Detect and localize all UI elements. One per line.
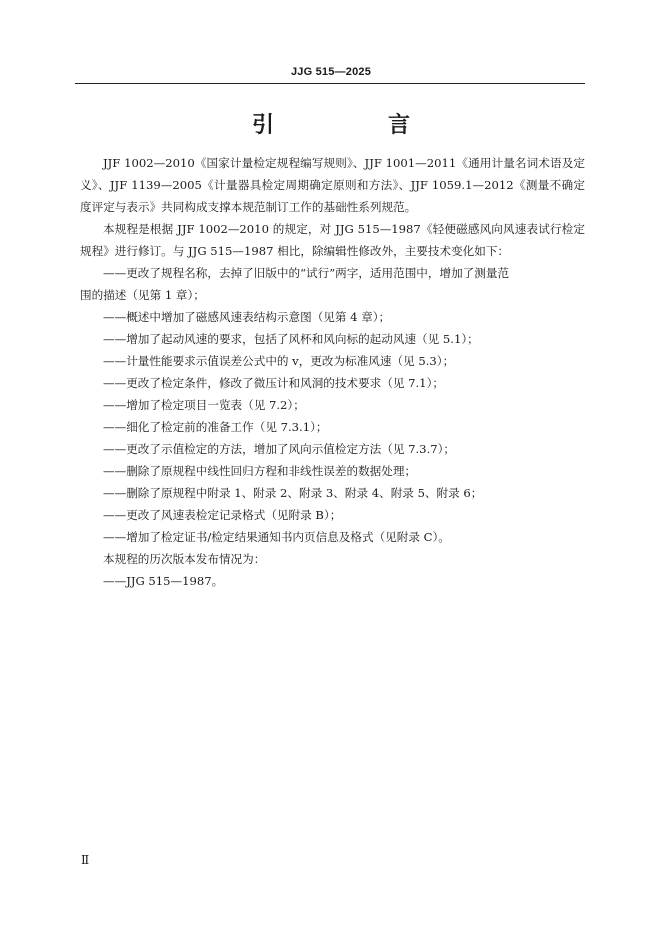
change-item: ——增加了检定证书/检定结果通知书内页信息及格式（见附录 C）。 bbox=[103, 530, 450, 544]
header-rule bbox=[75, 83, 585, 84]
change-item-continuation: 围的描述（见第 1 章）； bbox=[80, 288, 205, 302]
change-item: ——增加了检定项目一览表（见 7.2）； bbox=[103, 398, 305, 412]
intro-paragraph-1: JJF 1002—2010《国家计量检定规程编写规则》、JJF 1001—2011《通用计量名词术语及定义》、JJF 1139—2005《计量器具检定周期确定原则和方法》、JJF 1059.1—2012《测量不确定度评定与表示》共同构成支撑本规范制订工作的基础性系列规范。 bbox=[80, 156, 585, 214]
change-item: ——增加了起动风速的要求，包括了风杯和风向标的起动风速（见 5.1）； bbox=[103, 332, 479, 346]
change-item: ——删除了原规程中线性回归方程和非线性误差的数据处理； bbox=[103, 464, 417, 478]
page-number: Ⅱ bbox=[81, 853, 90, 867]
change-item: ——细化了检定前的准备工作（见 7.3.1）； bbox=[103, 420, 328, 434]
change-item: ——删除了原规程中附录 1、附录 2、附录 3、附录 4、附录 5、附录 6； bbox=[103, 486, 483, 500]
change-item bbox=[80, 262, 585, 306]
history-intro: 本规程的历次版本发布情况为： bbox=[103, 552, 266, 566]
changes-list bbox=[80, 262, 585, 548]
history-item: ——JJG 515—1987。 bbox=[103, 574, 224, 588]
change-item: ——更改了风速表检定记录格式（见附录 B）； bbox=[103, 508, 342, 522]
intro-paragraph-2: 本规程是根据 JJF 1002—2010 的规定，对 JJG 515—1987《轻便磁感风向风速表试行检定规程》进行修订。与 JJG 515—1987 相比，除编辑性修改外，主要技术变化如下： bbox=[80, 222, 585, 258]
document-body bbox=[80, 152, 585, 592]
change-item: ——概述中增加了磁感风速表结构示意图（见第 4 章）； bbox=[103, 310, 391, 324]
change-item: ——更改了示值检定的方法，增加了风向示值检定方法（见 7.3.7）； bbox=[103, 442, 456, 456]
change-item: ——更改了检定条件，修改了微压计和风洞的技术要求（见 7.1）； bbox=[103, 376, 444, 390]
page-title: 引 言 bbox=[251, 113, 456, 138]
change-item-text: ——更改了规程名称，去掉了旧版中的“试行”两字，适用范围中，增加了测量范 bbox=[103, 266, 510, 280]
running-header: JJG 515—2025 bbox=[290, 66, 372, 78]
change-item: ——计量性能要求示值误差公式中的 v，更改为标准风速（见 5.3）； bbox=[103, 354, 455, 368]
